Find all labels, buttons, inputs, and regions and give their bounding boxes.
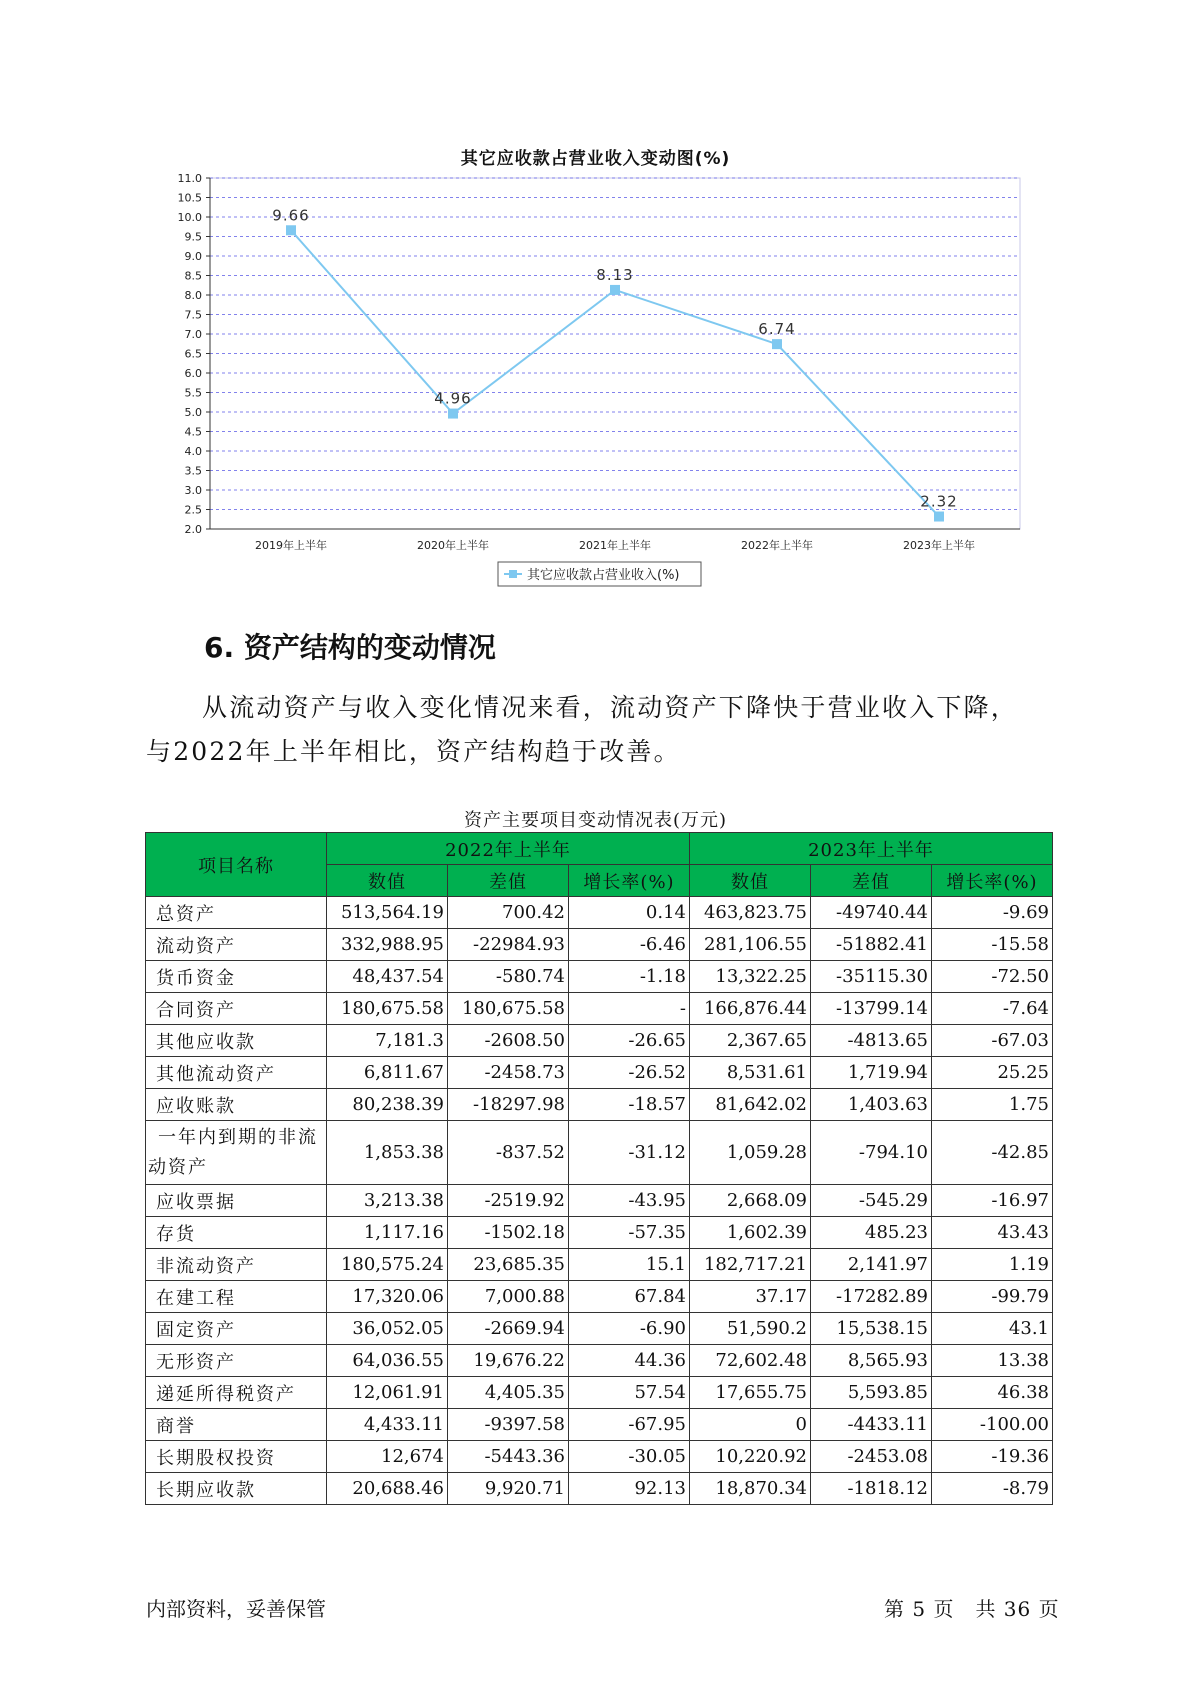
table-cell: -26.52	[569, 1057, 690, 1089]
table-cell: 1,602.39	[690, 1217, 811, 1249]
table-row	[146, 1057, 1053, 1089]
table-cell: -67.03	[932, 1025, 1053, 1057]
table-cell: 7,000.88	[448, 1281, 569, 1313]
table-cell: 92.13	[569, 1473, 690, 1505]
y-tick-label: 5.0	[184, 406, 202, 419]
table-cell: 17,655.75	[690, 1377, 811, 1409]
table-cell: 1.75	[932, 1089, 1053, 1121]
table-cell: -4813.65	[811, 1025, 932, 1057]
y-tick-label: 9.0	[184, 250, 202, 263]
y-tick-label: 8.0	[184, 289, 202, 302]
table-cell: -30.05	[569, 1441, 690, 1473]
row-item-name: 合同资产	[146, 993, 327, 1025]
header-value: 数值	[690, 865, 811, 897]
legend-swatch-marker	[509, 570, 517, 578]
row-item-name: 长期应收款	[146, 1473, 327, 1505]
table-cell: 57.54	[569, 1377, 690, 1409]
asset-change-table	[145, 832, 1053, 1505]
table-cell: -16.97	[932, 1185, 1053, 1217]
table-cell: 9,920.71	[448, 1473, 569, 1505]
table-row	[146, 897, 1053, 929]
table-cell: 2,367.65	[690, 1025, 811, 1057]
table-cell: 25.25	[932, 1057, 1053, 1089]
header-item-name: 项目名称	[146, 833, 327, 897]
table-cell: 23,685.35	[448, 1249, 569, 1281]
y-tick-label: 7.5	[184, 308, 202, 322]
table-cell: -51882.41	[811, 929, 932, 961]
data-point	[772, 339, 782, 349]
row-item-name: 总资产	[146, 897, 327, 929]
table-row	[146, 1313, 1053, 1345]
table-row	[146, 993, 1053, 1025]
row-item-name: 非流动资产	[146, 1249, 327, 1281]
row-item-name: 无形资产	[146, 1345, 327, 1377]
table-cell: -545.29	[811, 1185, 932, 1217]
table-cell: 1,719.94	[811, 1057, 932, 1089]
table-cell: -	[569, 993, 690, 1025]
table-cell: -4433.11	[811, 1409, 932, 1441]
table-cell: 166,876.44	[690, 993, 811, 1025]
table-cell: 1,117.16	[327, 1217, 448, 1249]
row-item-name: 其他流动资产	[146, 1057, 327, 1089]
table-cell: -2458.73	[448, 1057, 569, 1089]
table-cell: 485.23	[811, 1217, 932, 1249]
table-cell: 180,675.58	[448, 993, 569, 1025]
table-cell: 2,668.09	[690, 1185, 811, 1217]
table-row	[146, 1249, 1053, 1281]
table-cell: -2519.92	[448, 1185, 569, 1217]
y-tick-label: 10.5	[177, 191, 202, 205]
data-label: 9.66	[272, 206, 310, 225]
table-cell: 8,565.93	[811, 1345, 932, 1377]
header-diff: 差值	[811, 865, 932, 897]
x-tick-label: 2020年上半年	[417, 539, 489, 552]
table-row	[146, 1217, 1053, 1249]
table-cell: 44.36	[569, 1345, 690, 1377]
table-cell: 37.17	[690, 1281, 811, 1313]
table-cell: 463,823.75	[690, 897, 811, 929]
table-cell: 5,593.85	[811, 1377, 932, 1409]
table-cell: 332,988.95	[327, 929, 448, 961]
table-cell: -19.36	[932, 1441, 1053, 1473]
table-cell: 36,052.05	[327, 1313, 448, 1345]
table-row	[146, 1281, 1053, 1313]
table-cell: -18297.98	[448, 1089, 569, 1121]
row-item-name: 应收票据	[146, 1185, 327, 1217]
line-chart	[0, 0, 1191, 600]
table-cell: 64,036.55	[327, 1345, 448, 1377]
table-cell: 20,688.46	[327, 1473, 448, 1505]
header-value: 数值	[327, 865, 448, 897]
table-cell: 180,575.24	[327, 1249, 448, 1281]
table-cell: 43.43	[932, 1217, 1053, 1249]
data-label: 6.74	[758, 320, 796, 339]
table-cell: 48,437.54	[327, 961, 448, 993]
legend-label: 其它应收款占营业收入(%)	[527, 568, 680, 583]
data-label: 8.13	[596, 265, 634, 284]
footer-page-number: 第 5 页 共 36 页	[884, 1597, 1060, 1621]
row-item-name: 流动资产	[146, 929, 327, 961]
table-cell: -837.52	[448, 1121, 569, 1185]
table-cell: -100.00	[932, 1409, 1053, 1441]
y-tick-label: 10.0	[177, 211, 202, 224]
table-cell: -22984.93	[448, 929, 569, 961]
y-tick-label: 11.0	[177, 172, 202, 185]
table-cell: 1,403.63	[811, 1089, 932, 1121]
table-cell: 700.42	[448, 897, 569, 929]
paragraph-line-2: 与2022年上半年相比，资产结构趋于改善。	[146, 737, 681, 766]
table-cell: -72.50	[932, 961, 1053, 993]
table-row	[146, 1025, 1053, 1057]
table-cell: -17282.89	[811, 1281, 932, 1313]
paragraph-line-1: 从流动资产与收入变化情况来看，流动资产下降快于营业收入下降，	[202, 693, 1019, 722]
table-cell: -6.46	[569, 929, 690, 961]
table-cell: -18.57	[569, 1089, 690, 1121]
y-tick-label: 6.5	[184, 347, 202, 361]
header-period-2023: 2023年上半年	[690, 833, 1053, 865]
table-cell: -35115.30	[811, 961, 932, 993]
header-growth: 增长率(%)	[569, 865, 690, 897]
y-tick-label: 4.0	[184, 445, 202, 458]
row-item-name: 递延所得税资产	[146, 1377, 327, 1409]
table-cell: -49740.44	[811, 897, 932, 929]
y-tick-label: 7.0	[184, 328, 202, 341]
y-tick-label: 8.5	[184, 269, 202, 283]
y-tick-label: 6.0	[184, 367, 202, 380]
table-cell: 51,590.2	[690, 1313, 811, 1345]
x-tick-label: 2019年上半年	[255, 539, 327, 552]
table-cell: 19,676.22	[448, 1345, 569, 1377]
y-tick-label: 2.0	[184, 523, 202, 536]
table-cell: -13799.14	[811, 993, 932, 1025]
table-cell: 17,320.06	[327, 1281, 448, 1313]
table-row	[146, 1409, 1053, 1441]
table-cell: -5443.36	[448, 1441, 569, 1473]
header-diff: 差值	[448, 865, 569, 897]
table-cell: 0.14	[569, 897, 690, 929]
row-item-name: 固定资产	[146, 1313, 327, 1345]
table-cell: -57.35	[569, 1217, 690, 1249]
row-item-name: 在建工程	[146, 1281, 327, 1313]
section-heading: 6. 资产结构的变动情况	[204, 631, 496, 664]
table-cell: -8.79	[932, 1473, 1053, 1505]
x-tick-label: 2023年上半年	[903, 539, 975, 552]
x-tick-label: 2021年上半年	[579, 539, 651, 552]
footer-confidential: 内部资料，妥善保管	[146, 1597, 326, 1621]
table-row	[146, 1089, 1053, 1121]
table-cell: -580.74	[448, 961, 569, 993]
y-tick-label: 3.5	[184, 464, 202, 478]
data-point	[286, 225, 296, 235]
y-tick-label: 3.0	[184, 484, 202, 497]
table-row	[146, 929, 1053, 961]
table-cell: 1,853.38	[327, 1121, 448, 1185]
table-cell: 67.84	[569, 1281, 690, 1313]
table-cell: 1,059.28	[690, 1121, 811, 1185]
table-cell: -42.85	[932, 1121, 1053, 1185]
row-item-name: 存货	[146, 1217, 327, 1249]
table-cell: -6.90	[569, 1313, 690, 1345]
y-tick-label: 5.5	[184, 386, 202, 400]
table-cell: 72,602.48	[690, 1345, 811, 1377]
table-cell: 46.38	[932, 1377, 1053, 1409]
table-cell: -9.69	[932, 897, 1053, 929]
table-cell: -2453.08	[811, 1441, 932, 1473]
row-item-name: 长期股权投资	[146, 1441, 327, 1473]
table-cell: 513,564.19	[327, 897, 448, 929]
table-cell: 6,811.67	[327, 1057, 448, 1089]
table-row	[146, 1121, 1053, 1185]
row-item-name: 商誉	[146, 1409, 327, 1441]
table-cell: -9397.58	[448, 1409, 569, 1441]
table-row	[146, 1185, 1053, 1217]
table-cell: 18,870.34	[690, 1473, 811, 1505]
table-cell: -31.12	[569, 1121, 690, 1185]
table-cell: 12,061.91	[327, 1377, 448, 1409]
row-item-name: 应收账款	[146, 1089, 327, 1121]
table-cell: 7,181.3	[327, 1025, 448, 1057]
table-row	[146, 1441, 1053, 1473]
table-cell: -794.10	[811, 1121, 932, 1185]
table-cell: 281,106.55	[690, 929, 811, 961]
table-row	[146, 1345, 1053, 1377]
header-period-2022: 2022年上半年	[327, 833, 690, 865]
table-cell: 15.1	[569, 1249, 690, 1281]
data-point	[610, 285, 620, 295]
data-label: 4.96	[434, 389, 472, 408]
table-cell: -1818.12	[811, 1473, 932, 1505]
table-cell: 2,141.97	[811, 1249, 932, 1281]
x-tick-label: 2022年上半年	[741, 539, 813, 552]
table-cell: 81,642.02	[690, 1089, 811, 1121]
table-caption: 资产主要项目变动情况表(万元)	[463, 810, 728, 831]
header-growth: 增长率(%)	[932, 865, 1053, 897]
y-tick-label: 4.5	[184, 425, 202, 439]
data-point	[448, 409, 458, 419]
table-body	[146, 897, 1053, 1505]
table-cell: 13,322.25	[690, 961, 811, 993]
table-cell: -2608.50	[448, 1025, 569, 1057]
data-point	[934, 512, 944, 522]
table-cell: 10,220.92	[690, 1441, 811, 1473]
table-cell: 0	[690, 1409, 811, 1441]
table-cell: 3,213.38	[327, 1185, 448, 1217]
table-cell: 43.1	[932, 1313, 1053, 1345]
table-cell: -26.65	[569, 1025, 690, 1057]
table-cell: -15.58	[932, 929, 1053, 961]
row-item-name: 一年内到期的非流动资产	[146, 1121, 327, 1185]
table-cell: 13.38	[932, 1345, 1053, 1377]
table-cell: 180,675.58	[327, 993, 448, 1025]
table-cell: 4,405.35	[448, 1377, 569, 1409]
table-cell: -7.64	[932, 993, 1053, 1025]
table-cell: -67.95	[569, 1409, 690, 1441]
table-cell: 8,531.61	[690, 1057, 811, 1089]
table-cell: 182,717.21	[690, 1249, 811, 1281]
table-cell: -2669.94	[448, 1313, 569, 1345]
data-label: 2.32	[920, 492, 958, 511]
table-cell: 15,538.15	[811, 1313, 932, 1345]
y-tick-label: 9.5	[184, 230, 202, 244]
table-cell: -99.79	[932, 1281, 1053, 1313]
row-item-name: 货币资金	[146, 961, 327, 993]
table-cell: -1502.18	[448, 1217, 569, 1249]
row-item-name: 其他应收款	[146, 1025, 327, 1057]
table-row	[146, 961, 1053, 993]
y-tick-label: 2.5	[184, 503, 202, 517]
chart-title: 其它应收款占营业收入变动图(%)	[460, 149, 731, 169]
table-cell: 12,674	[327, 1441, 448, 1473]
table-cell: -43.95	[569, 1185, 690, 1217]
table-cell: 80,238.39	[327, 1089, 448, 1121]
table-row	[146, 1377, 1053, 1409]
table-cell: -1.18	[569, 961, 690, 993]
table-cell: 4,433.11	[327, 1409, 448, 1441]
table-cell: 1.19	[932, 1249, 1053, 1281]
table-row	[146, 1473, 1053, 1505]
